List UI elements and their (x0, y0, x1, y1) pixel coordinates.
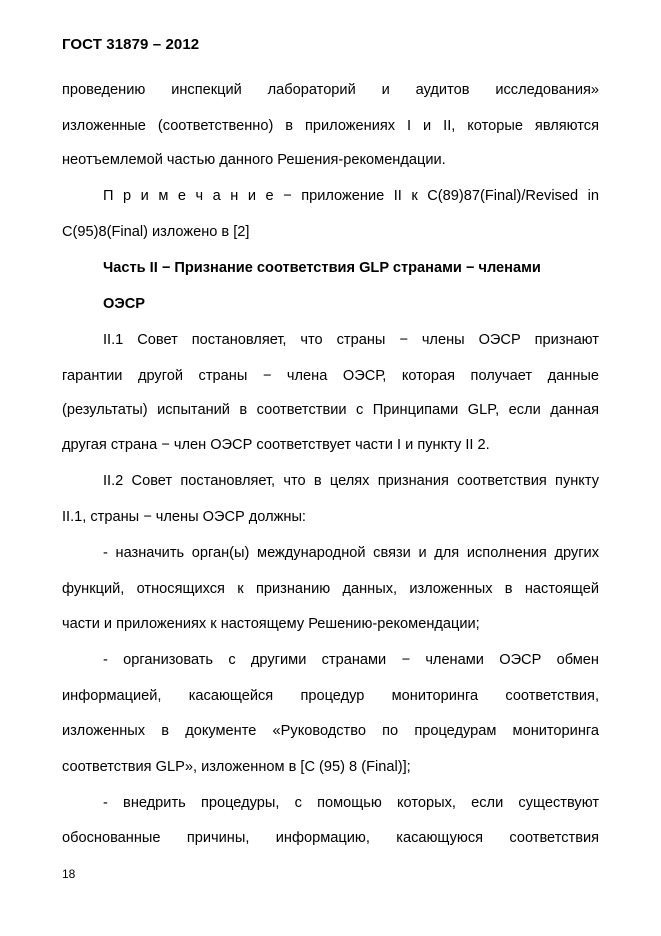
note-line: П р и м е ч а н и е − приложение II к C(89)87(Final)/Revised in (103, 188, 599, 204)
list-item-line: информацией, касающейся процедур мониторинга соответствия, (62, 688, 599, 704)
text-line: изложенные (соответственно) в приложениях I и II, которые являются (62, 118, 599, 134)
paragraph-line: II.1, страны − члены ОЭСР должны: (62, 509, 306, 525)
paragraph-line: II.2 Совет постановляет, что в целях признания соответствия пункту (103, 473, 599, 489)
list-item-line: - назначить орган(ы) международной связи и для исполнения других (103, 545, 599, 561)
page-number: 18 (62, 867, 76, 881)
list-item-line: - организовать с другими странами − членами ОЭСР обмен (103, 652, 599, 668)
text-line: неотъемлемой частью данного Решения-рекомендации. (62, 152, 446, 168)
paragraph-line: II.1 Совет постановляет, что страны − члены ОЭСР признают (103, 332, 599, 348)
paragraph-line: другая страна − член ОЭСР соответствует части I и пункту II 2. (62, 437, 490, 453)
text-line: проведению инспекций лабораторий и аудитов исследования» (62, 82, 599, 98)
paragraph-line: гарантии другой страны − члена ОЭСР, которая получает данные (62, 368, 599, 384)
document-header-standard-number: ГОСТ 31879 – 2012 (62, 36, 200, 53)
list-item-line: функций, относящихся к признанию данных, изложенных в настоящей (62, 581, 599, 597)
list-item-line: части и приложениях к настоящему Решению-рекомендации; (62, 616, 480, 632)
list-item-line: - внедрить процедуры, с помощью которых, если существуют (103, 795, 599, 811)
list-item-line: изложенных в документе «Руководство по процедурам мониторинга (62, 723, 599, 739)
list-item-line: обоснованные причины, информацию, касающуюся соответствия (62, 830, 599, 846)
list-item-line: соответствия GLP», изложенном в [C (95) 8 (Final)]; (62, 759, 411, 775)
section-heading: ОЭСР (103, 296, 146, 312)
section-heading: Часть II − Признание соответствия GLP странами − членами (103, 260, 541, 276)
paragraph-line: (результаты) испытаний в соответствии с Принципами GLP, если данная (62, 402, 599, 418)
note-line: C(95)8(Final) изложено в [2] (62, 224, 250, 240)
